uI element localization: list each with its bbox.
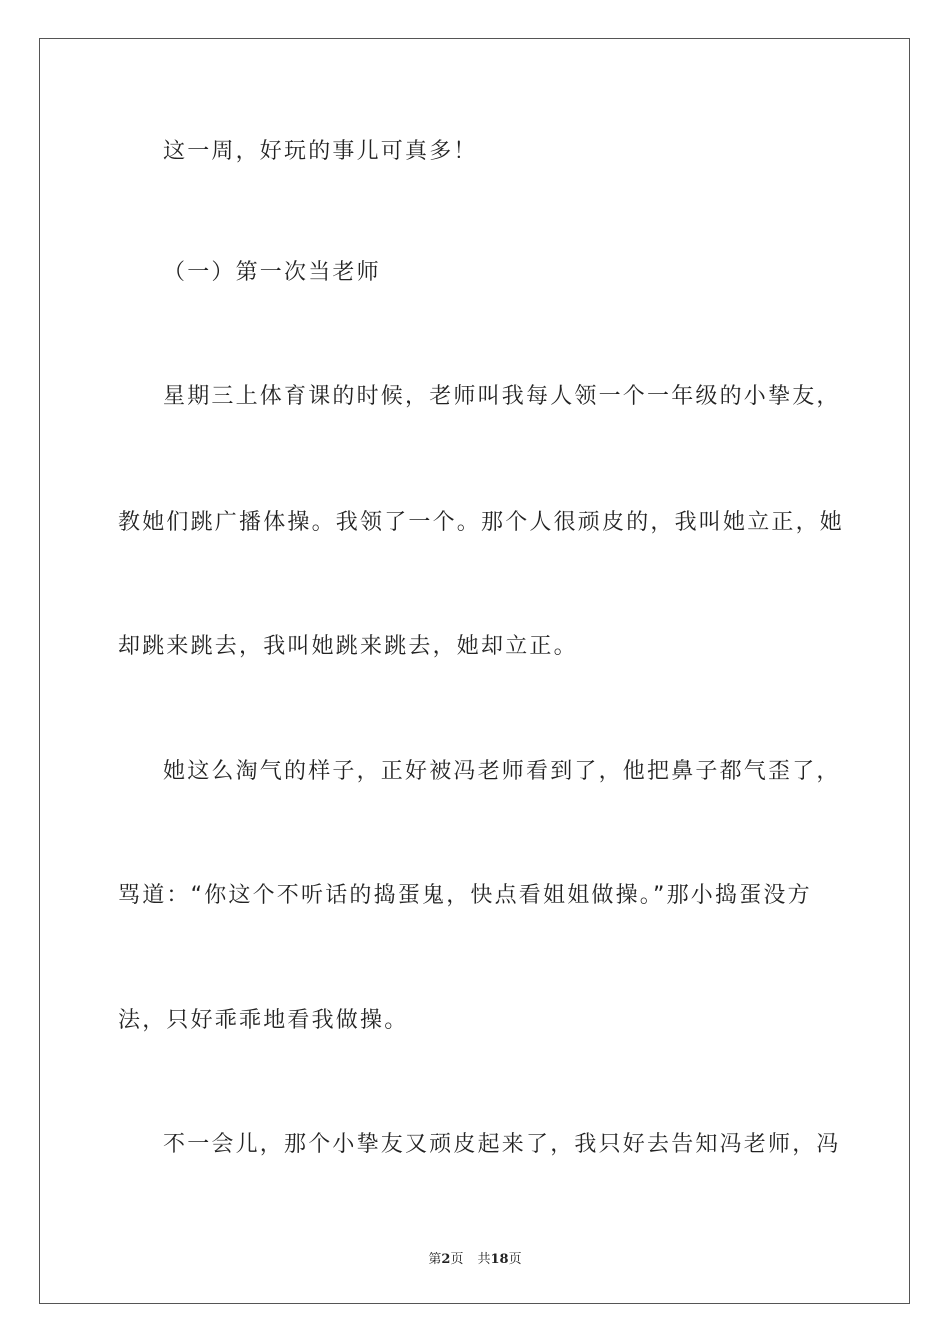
total-prefix: 共 — [477, 1252, 491, 1267]
paragraph-line: 教她们跳广播体操。我领了一个。那个人很顽皮的，我叫她立正，她 — [118, 510, 845, 535]
total-suffix: 页 — [508, 1252, 522, 1267]
paragraph-line: 她这么淘气的样子，正好被冯老师看到了，他把鼻子都气歪了， — [163, 759, 841, 784]
page-suffix: 页 — [450, 1252, 464, 1267]
paragraph-line: 不一会儿，那个小挚友又顽皮起来了，我只好去告知冯老师，冯 — [163, 1132, 841, 1157]
current-page-number: 2 — [441, 1252, 451, 1267]
paragraph-line: 星期三上体育课的时候，老师叫我每人领一个一年级的小挚友， — [163, 384, 841, 409]
page-frame — [39, 38, 910, 1304]
page-prefix: 第 — [428, 1252, 442, 1267]
page-footer — [0, 1248, 950, 1267]
paragraph-line: 法，只好乖乖地看我做操。 — [118, 1008, 409, 1033]
total-page-count: 18 — [490, 1252, 509, 1267]
paragraph-line: 却跳来跳去，我叫她跳来跳去，她却立正。 — [118, 634, 578, 659]
section-heading: （一）第一次当老师 — [163, 260, 381, 285]
paragraph-line: 骂道：“你这个不听话的捣蛋鬼，快点看姐姐做操。”那小捣蛋没方 — [118, 883, 812, 908]
paragraph-line: 这一周，好玩的事儿可真多！ — [163, 139, 478, 164]
